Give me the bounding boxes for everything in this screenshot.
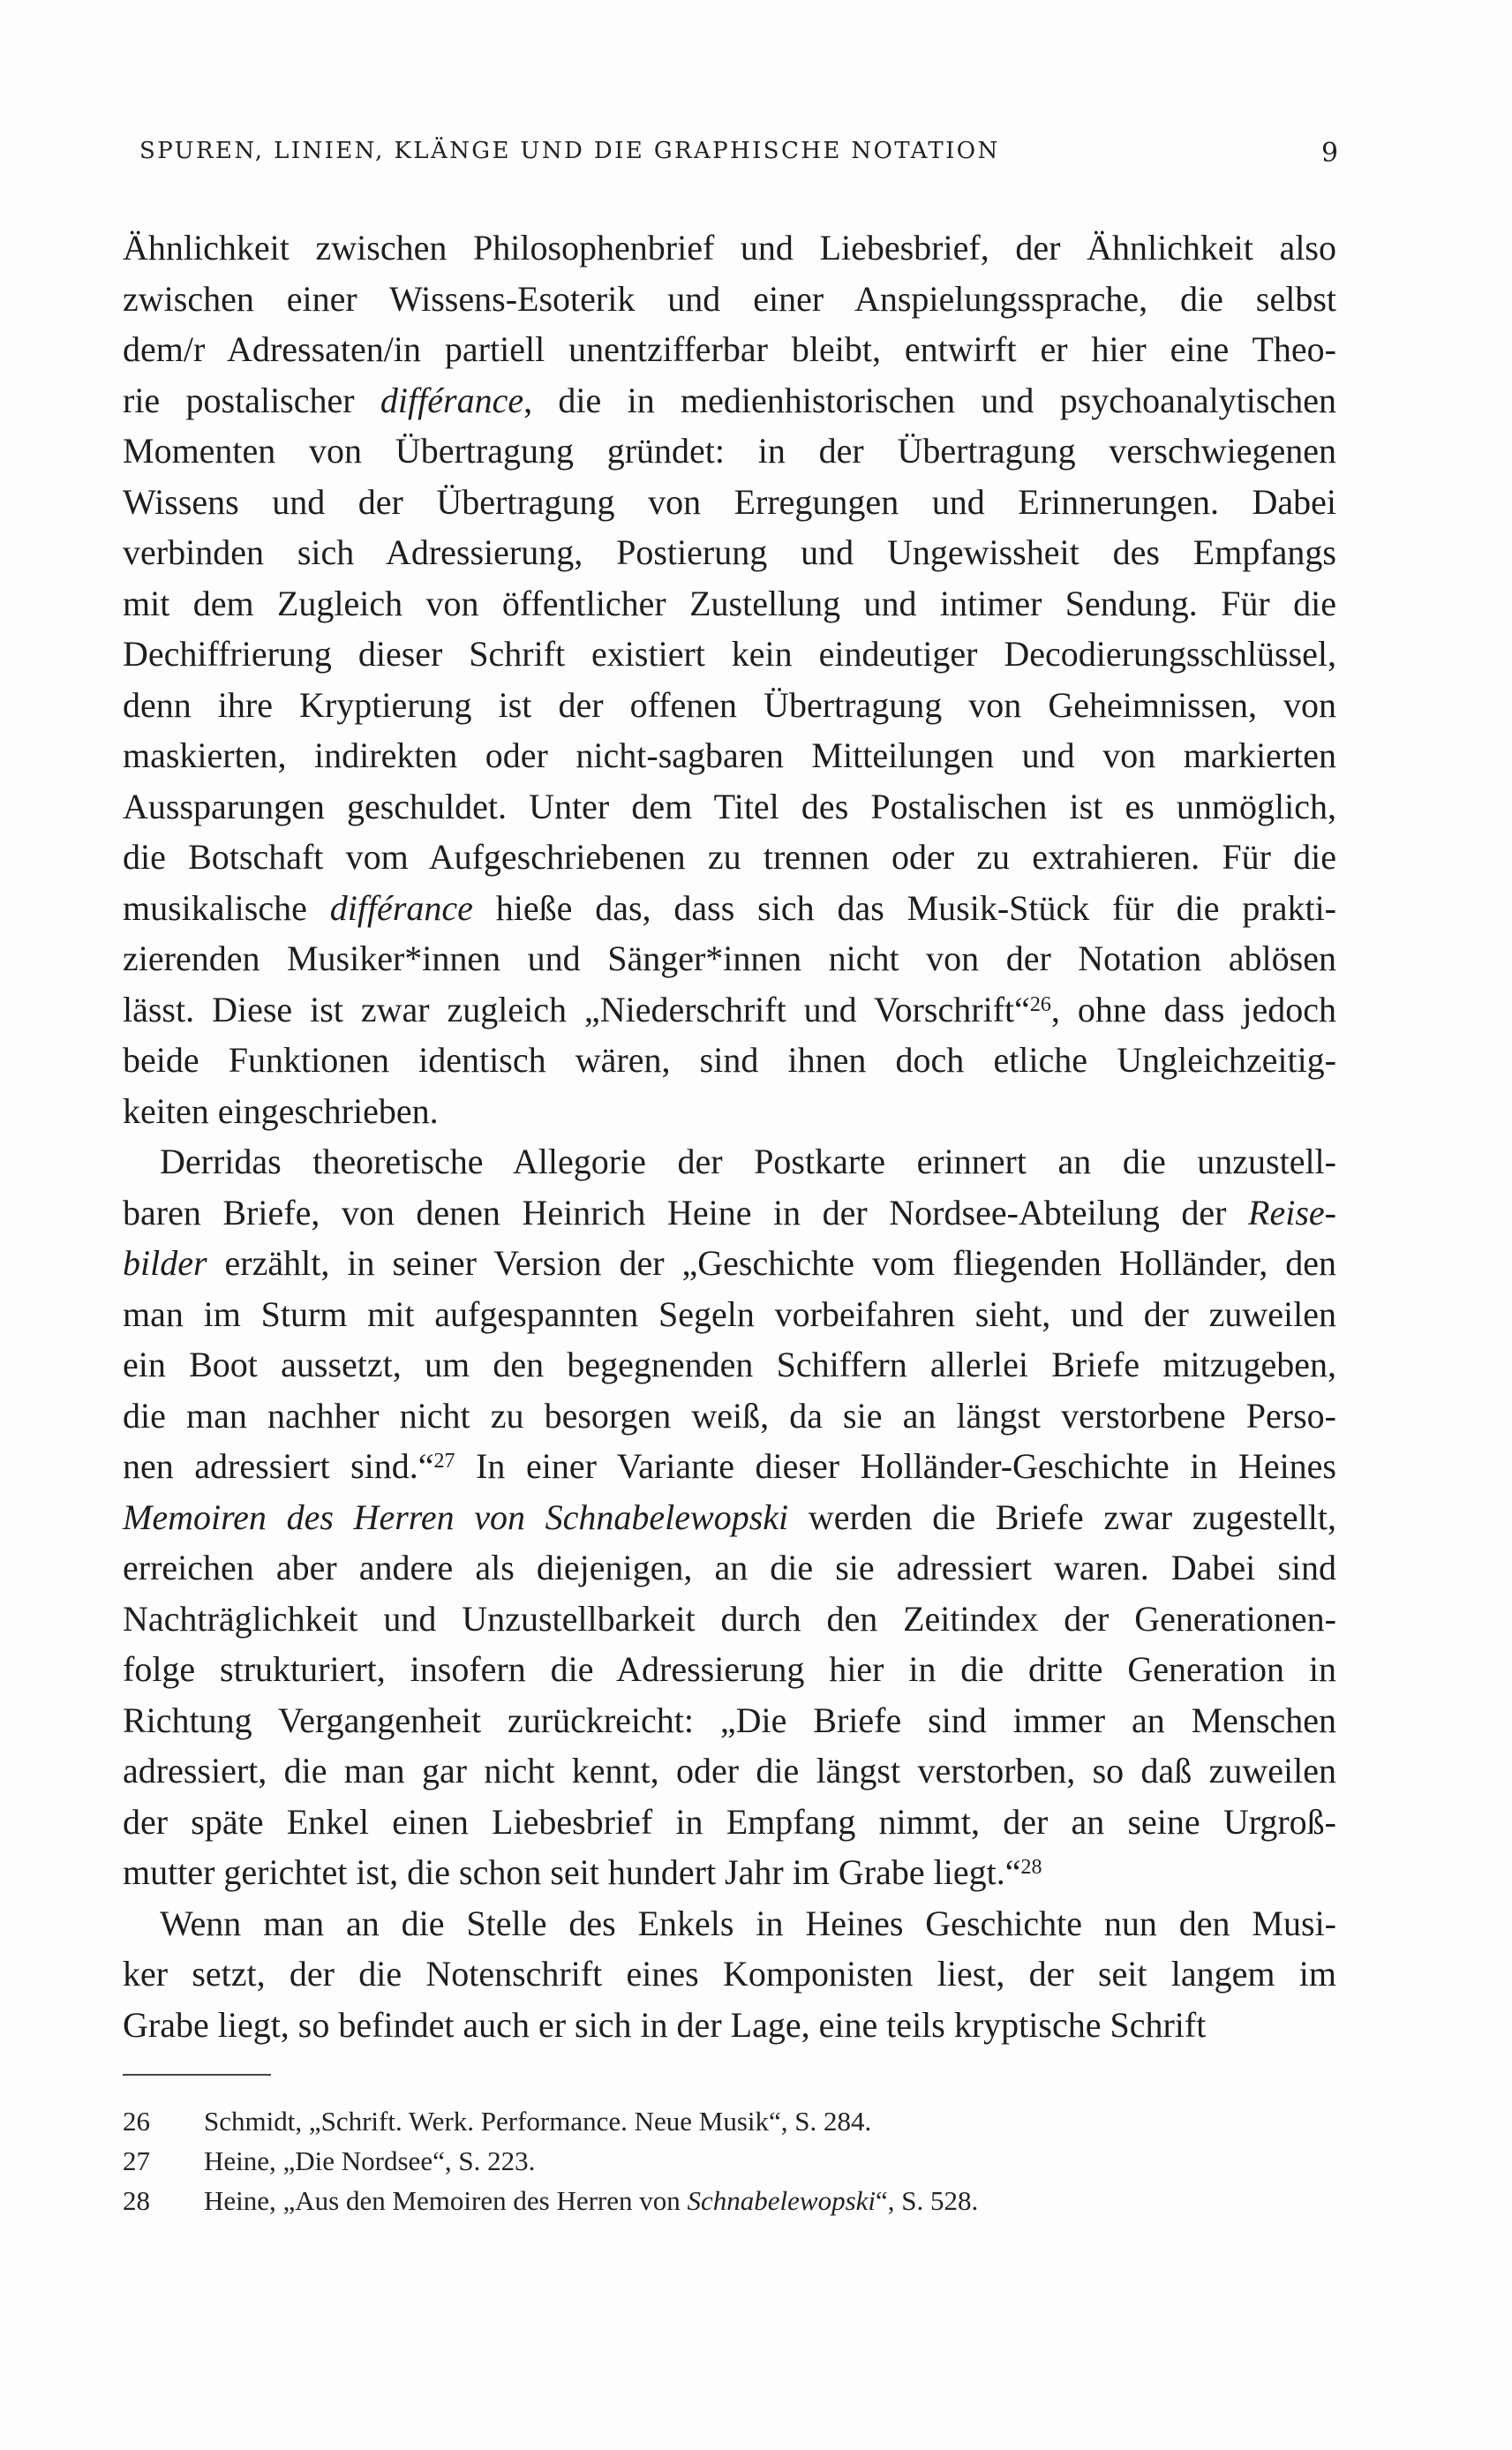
text-run: hieße das, dass sich das Musik-Stück für die prakti- [472,887,1337,928]
footnote-ref: 28 [1020,1856,1042,1879]
text-line [123,527,1336,578]
text-run: mit dem Zugleich von öffentlicher Zustellung und intimer Sendung. Für die [123,583,1336,623]
text-run: nen adressiert sind.“ [123,1446,434,1486]
page-number: 9 [1321,138,1339,169]
text-line [123,1238,1336,1289]
text-line [123,578,1336,629]
footnote-number: 26 [123,2106,150,2137]
text-line [123,1136,1336,1187]
italic-text: différance [329,887,473,928]
paragraph [123,1898,1336,2051]
text-run: musikalische [123,887,330,928]
text-line [123,1035,1336,1086]
footnotes [123,2101,1336,2220]
text-run: erzählt, in seiner Version der „Geschichte vom fliegenden Holländer, den [207,1243,1336,1283]
text-run: Grabe liegt, so befindet auch er sich in der Lage, eine teils kryptische Schrift [123,2004,1207,2045]
text-run: ein Boot aussetzt, um den begegnenden Schiffern allerlei Briefe mitzugeben, [123,1345,1336,1384]
italic-text: Memoiren des Herren von Schnabelewopski [123,1496,789,1537]
text-line [123,883,1336,934]
footnote-text [204,2101,1336,2141]
text-run: Wenn man an die Stelle des Enkels in Heines Geschichte nun den Musi- [160,1903,1336,1943]
footnote [123,2101,1336,2141]
text-run: , die in medienhistorischen und psychoanalytischen [523,380,1336,420]
text-line [123,1339,1336,1391]
italic-text: différance [380,380,524,420]
text-line [123,222,1336,274]
text-run: Ähnlichkeit zwischen Philosophenbrief und Liebesbrief, der Ähnlichkeit also [123,228,1336,268]
text-line [123,1594,1336,1645]
text-run: Schmidt, „Schrift. Werk. Performance. Neue Musik“, S. 284. [204,2106,872,2137]
text-run: “, S. 528. [876,2185,979,2216]
text-line [123,1797,1336,1848]
text-line [123,1847,1336,1898]
text-run: Richtung Vergangenheit zurückreicht: „Die Briefe sind immer an Menschen [123,1700,1336,1740]
text-line [123,324,1336,375]
text-line [123,933,1336,984]
text-run: Wissens und der Übertragung von Erregungen und Erinnerungen. Dabei [123,481,1336,522]
text-line [123,832,1336,883]
text-run: dem/r Adressaten/in partiell unentzifferbar bleibt, entwirft er hier eine Theo- [123,329,1336,369]
text-run: die Botschaft vom Aufgeschriebenen zu trennen oder zu extrahieren. Für die [123,837,1336,877]
text-run: erreichen aber andere als diejenigen, an die sie adressiert waren. Dabei sind [123,1548,1336,1587]
text-run: In einer Variante dieser Holländer-Geschichte in Heines [455,1446,1337,1486]
text-line [123,1391,1336,1442]
paragraph [123,1136,1336,1898]
text-run: verbinden sich Adressierung, Postierung und Ungewissheit des Empfangs [123,532,1336,572]
text-run: denn ihre Kryptierung ist der offenen Übertragung von Geheimnissen, von [123,684,1336,725]
body-text [123,222,1336,2050]
text-line [123,426,1336,477]
text-run: keiten eingeschrieben. [123,1090,439,1131]
text-line [123,1898,1336,1949]
text-run: , ohne dass jedoch [1050,989,1336,1029]
text-line [123,1187,1336,1239]
text-run: rie postalischer [123,380,380,420]
text-line [123,1695,1336,1746]
running-header: SPUREN, LINIEN, KLÄNGE UND DIE GRAPHISCHE NOTATION [139,138,1000,164]
footnote-ref: 26 [1029,992,1051,1016]
text-run: folge strukturiert, insofern die Adressierung hier in die dritte Generation in [123,1649,1336,1689]
text-run: zwischen einer Wissens-Esoterik und einer Anspielungssprache, die selbst [123,278,1336,319]
text-line [123,1949,1336,2000]
italic-text: Reise- [1248,1192,1336,1233]
italic-text: bilder [123,1243,207,1283]
text-run: werden die Briefe zwar zugestellt, [788,1496,1336,1537]
footnote-number: 28 [123,2185,150,2216]
footnote-separator [123,2074,271,2076]
text-line [123,2000,1336,2051]
text-run: die man nachher nicht zu besorgen weiß, da sie an längst verstorbene Perso- [123,1395,1336,1436]
footnote-ref: 27 [433,1450,455,1473]
text-run: man im Sturm mit aufgespannten Segeln vorbeifahren sieht, und der zuweilen [123,1293,1336,1334]
text-line [123,1745,1336,1797]
text-run: Derridas theoretische Allegorie der Postkarte erinnert an die unzustell- [160,1142,1336,1181]
text-run: maskierten, indirekten oder nicht-sagbaren Mitteilungen und von markierten [123,735,1336,775]
text-line [123,984,1336,1036]
text-run: Nachträglichkeit und Unzustellbarkeit durch den Zeitindex der Generationen- [123,1598,1336,1639]
text-line [123,1644,1336,1695]
text-run: lässt. Diese ist zwar zugleich „Niederschrift und Vorschrift“ [123,989,1030,1029]
text-line [123,1086,1336,1137]
text-run: zierenden Musiker*innen und Sänger*innen nicht von der Notation ablösen [123,939,1336,978]
text-line [123,477,1336,528]
text-line [123,1289,1336,1340]
footnote-number: 27 [123,2145,150,2176]
text-line [123,781,1336,833]
paragraph [123,222,1336,1136]
text-run: baren Briefe, von denen Heinrich Heine in der Nordsee-Abteilung der [123,1192,1249,1233]
text-run: Heine, „Aus den Memoiren des Herren von [204,2185,688,2216]
text-run: Dechiffrierung dieser Schrift existiert kein eindeutiger Decodierungsschlüssel, [123,634,1336,674]
text-run: adressiert, die man gar nicht kennt, oder die längst verstorben, so daß zuweilen [123,1751,1336,1790]
text-line [123,680,1336,731]
footnote [123,2141,1336,2181]
text-run: mutter gerichtet ist, die schon seit hundert Jahr im Grabe liegt.“ [123,1852,1021,1892]
footnote-text [204,2141,1336,2181]
text-line [123,375,1336,426]
text-run: Heine, „Die Nordsee“, S. 223. [204,2145,536,2176]
text-line [123,629,1336,680]
text-run: beide Funktionen identisch wären, sind ihnen doch etliche Ungleichzeitig- [123,1040,1336,1080]
text-line [123,730,1336,781]
footnote-text [204,2181,1336,2220]
text-run: ker setzt, der die Notenschrift eines Komponisten liest, der seit langem im [123,1954,1336,1994]
text-line [123,1492,1336,1543]
text-line [123,1441,1336,1492]
text-run: Momenten von Übertragung gründet: in der Übertragung verschwiegenen [123,431,1336,471]
text-line [123,1542,1336,1594]
footnote [123,2181,1336,2220]
text-run: Aussparungen geschuldet. Unter dem Titel des Postalischen ist es unmöglich, [123,786,1336,826]
text-run: der späte Enkel einen Liebesbrief in Empfang nimmt, der an seine Urgroß- [123,1801,1336,1842]
italic-text: Schnabelewopski [687,2185,876,2216]
text-line [123,274,1336,325]
